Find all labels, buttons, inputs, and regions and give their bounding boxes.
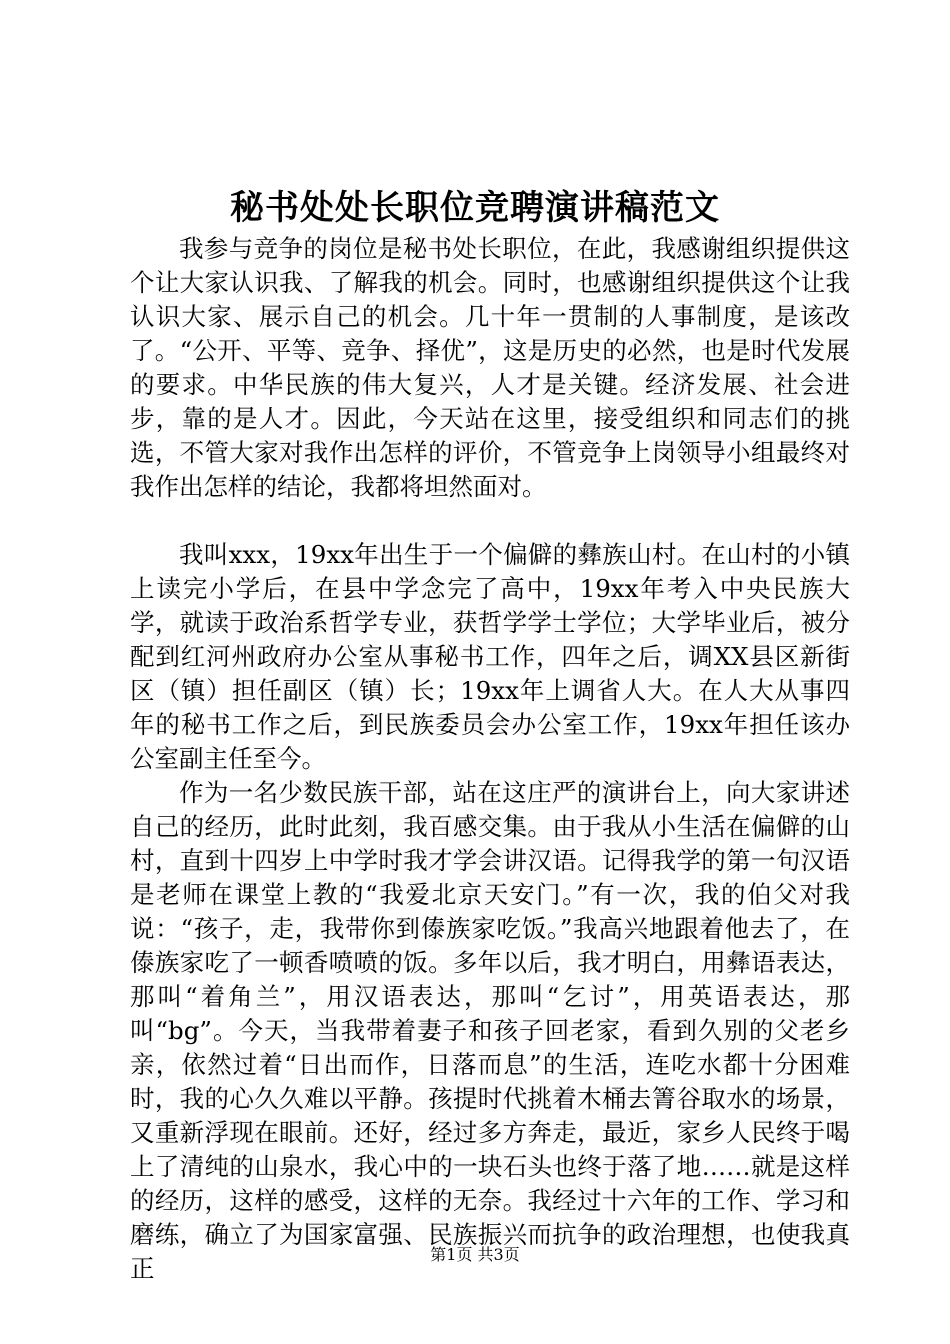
- paragraph-1: 我参与竞争的岗位是秘书处长职位，在此，我感谢组织提供这个让大家认识我、了解我的机会。同时，也感谢组织提供这个让我认识大家、展示自己的机会。几十年一贯制的人事制度，是该改了。“公开、平等、竞争、择优”，这是历史的必然，也是时代发展的要求。中华民族的伟大复兴，人才是关键。经济发展、社会进步，靠的是人才。因此，今天站在这里，接受组织和同志们的挑选，不管大家对我作出怎样的评价，不管竞争上岗领导小组最终对我作出怎样的结论，我都将坦然面对。: [130, 234, 850, 501]
- paragraph-2: 我叫xxx，19xx年出生于一个偏僻的彝族山村。在山村的小镇上读完小学后，在县中学念完了高中，19xx年考入中央民族大学，就读于政治系哲学专业，获哲学学士学位；大学毕业后，被分配到红河州政府办公室从事秘书工作，四年之后，调XX县区新街区（镇）担任副区（镇）长；19xx年上调省人大。在人大从事四年的秘书工作之后，到民族委员会办公室工作，19xx年担任该办公室副主任至今。: [130, 540, 850, 773]
- paragraph-3: 作为一名少数民族干部，站在这庄严的演讲台上，向大家讲述自己的经历，此时此刻，我百感交集。由于我从小生活在偏僻的山村，直到十四岁上中学时我才学会讲汉语。记得我学的第一句汉语是老师在课堂上教的“我爱北京天安门。”有一次，我的伯父对我说：“孩子，走，我带你到傣族家吃饭。”我高兴地跟着他去了，在傣族家吃了一顿香喷喷的饭。多年以后，我才明白，用彝语表达，那叫“着角兰”，用汉语表达，那叫“乞讨”，用英语表达，那叫“bg”。今天，当我带着妻子和孩子回老家，看到久别的父老乡亲，依然过着“日出而作，日落而息”的生活，连吃水都十分困难时，我的心久久难以平静。孩提时代挑着木桶去箐谷取水的场景，又重新浮现在眼前。还好，经过多方奔走，最近，家乡人民终于喝上了清纯的山泉水，我心中的一块石头也终于落了地……就是这样的经历，这样的感受，这样的无奈。我经过十六年的工作、学习和磨练，确立了为国家富强、民族振兴而抗争的政治理想，也使我真正: [130, 778, 850, 1283]
- page-number-footer: 第1页 共3页: [430, 1245, 520, 1264]
- document-title: 秘书处处长职位竞聘演讲稿范文: [230, 188, 720, 228]
- document-body: [130, 232, 850, 1286]
